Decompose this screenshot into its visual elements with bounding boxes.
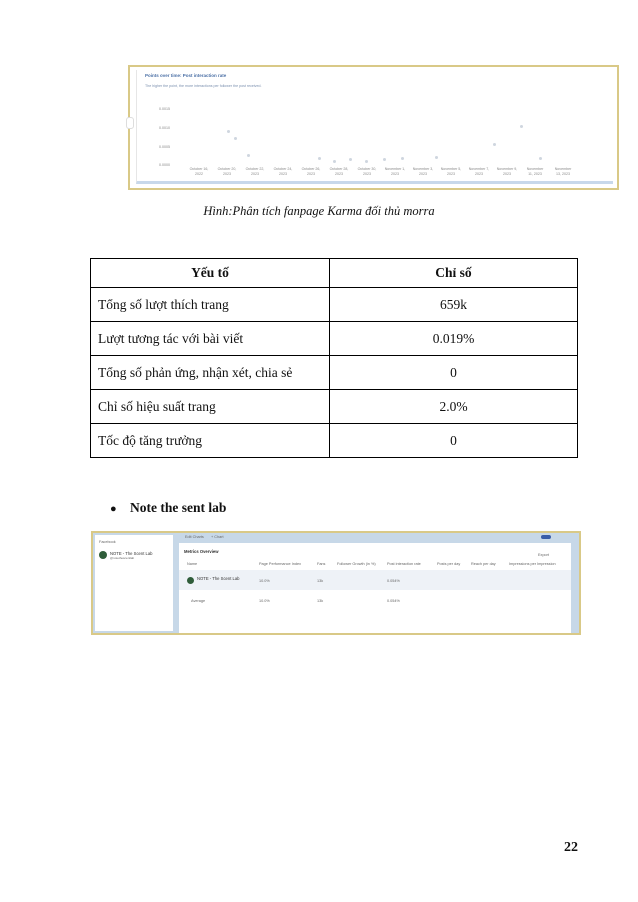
data-point (333, 160, 336, 163)
y-tick: 0.0015 (159, 107, 170, 111)
toolbar-add-chart: + Chart (211, 535, 224, 539)
data-point (383, 158, 386, 161)
data-point (435, 156, 438, 159)
x-tick: November 3, 2023 (412, 167, 434, 176)
table-row (179, 570, 571, 590)
sidebar (95, 535, 173, 631)
data-point (539, 157, 542, 160)
y-tick: 0.0010 (159, 126, 170, 130)
x-tick: November 5, 2023 (440, 167, 462, 176)
sidebar-page-handle: @notethescentlab (110, 556, 135, 560)
row-name: Average (191, 599, 206, 603)
table-row (91, 356, 578, 390)
row-label: Lượt tương tác với bài viết (91, 322, 330, 356)
page-number: 22 (564, 840, 578, 855)
page-avatar (99, 551, 107, 559)
row-label: Tổng số lượt thích trang (91, 288, 330, 322)
x-tick: October 28, 2023 (329, 167, 349, 176)
data-point (318, 157, 321, 160)
column-header: Reach per day (471, 562, 496, 566)
data-point (349, 158, 352, 161)
screenshot-metrics-overview (91, 531, 581, 635)
bullet-text: Note the sent lab (130, 500, 227, 515)
row-value: 13k (317, 579, 324, 583)
y-tick: 0.0005 (159, 145, 170, 149)
row-name: NOTE - The Scent Lab (197, 576, 240, 581)
table-header-row (91, 259, 578, 288)
row-label: Tốc độ tăng trưởng (91, 424, 330, 458)
column-header: Fans (317, 562, 326, 566)
sidebar-page-name: NOTE - The Scent Lab (110, 551, 153, 556)
x-tick: October 16, 2022 (189, 167, 209, 176)
sidebar-header: Facebook (99, 540, 116, 544)
x-tick: October 20, 2023 (217, 167, 237, 176)
header-factor: Yếu tố (91, 259, 330, 288)
page-avatar (187, 577, 194, 584)
table-row (91, 288, 578, 322)
metrics-table (90, 258, 578, 458)
x-tick: November 13, 2023 (554, 167, 572, 176)
x-tick: October 24, 2023 (273, 167, 293, 176)
row-value: 0 (330, 356, 578, 390)
y-tick: 0.0000 (159, 163, 170, 167)
row-value: 659k (330, 288, 578, 322)
screenshot-post-interaction-chart (128, 65, 619, 190)
x-tick: November 1, 2023 (384, 167, 406, 176)
column-header: Name (187, 562, 198, 566)
x-tick: November 7, 2023 (468, 167, 490, 176)
row-value: 10.0% (259, 599, 270, 603)
row-value: 0.054% (387, 599, 400, 603)
chart-subtitle: The higher the point, the more interactions per follower the post received. (145, 84, 262, 88)
row-value: 0.054% (387, 579, 400, 583)
toggle-icon (541, 535, 551, 539)
row-label: Tổng số phản ứng, nhận xét, chia sẻ (91, 356, 330, 390)
table-row (91, 322, 578, 356)
row-label: Chỉ số hiệu suất trang (91, 390, 330, 424)
data-point (227, 130, 230, 133)
data-point (234, 137, 237, 140)
x-tick: October 22, 2023 (245, 167, 265, 176)
chart-title: Points over time: Post interaction rate (145, 73, 227, 78)
column-header: Page Performance Index (259, 562, 302, 566)
row-value: 0 (330, 424, 578, 458)
data-point (493, 143, 496, 146)
x-tick: November 11, 2023 (526, 167, 544, 176)
figure-caption: Hình:Phân tích fanpage Karma đối thủ morra (203, 204, 435, 218)
panel-title: Metrics Overview (184, 549, 219, 554)
metrics-panel (179, 543, 571, 633)
data-point (401, 157, 404, 160)
table-row (91, 390, 578, 424)
header-index: Chỉ số (330, 259, 578, 288)
column-header: Post interaction rate (387, 562, 421, 566)
row-value: 2.0% (330, 390, 578, 424)
export-link: Export (538, 553, 549, 557)
x-tick: October 26, 2023 (301, 167, 321, 176)
scroll-handle (126, 117, 134, 129)
row-value: 0.019% (330, 322, 578, 356)
column-header: Posts per day (437, 562, 461, 566)
table-row (91, 424, 578, 458)
data-point (247, 154, 250, 157)
x-tick: October 30, 2023 (357, 167, 377, 176)
column-header: Impressions per Impression (509, 562, 556, 566)
row-value: 13k (317, 599, 324, 603)
column-header: Follower Growth (in %) (337, 562, 376, 566)
row-value: 10.0% (259, 579, 270, 583)
data-point (520, 125, 523, 128)
x-tick: November 9, 2023 (496, 167, 518, 176)
toolbar-edit-charts: Edit Charts (185, 535, 204, 539)
data-point (365, 160, 368, 163)
bullet-icon: ● (110, 503, 117, 515)
bullet-item (110, 500, 226, 516)
